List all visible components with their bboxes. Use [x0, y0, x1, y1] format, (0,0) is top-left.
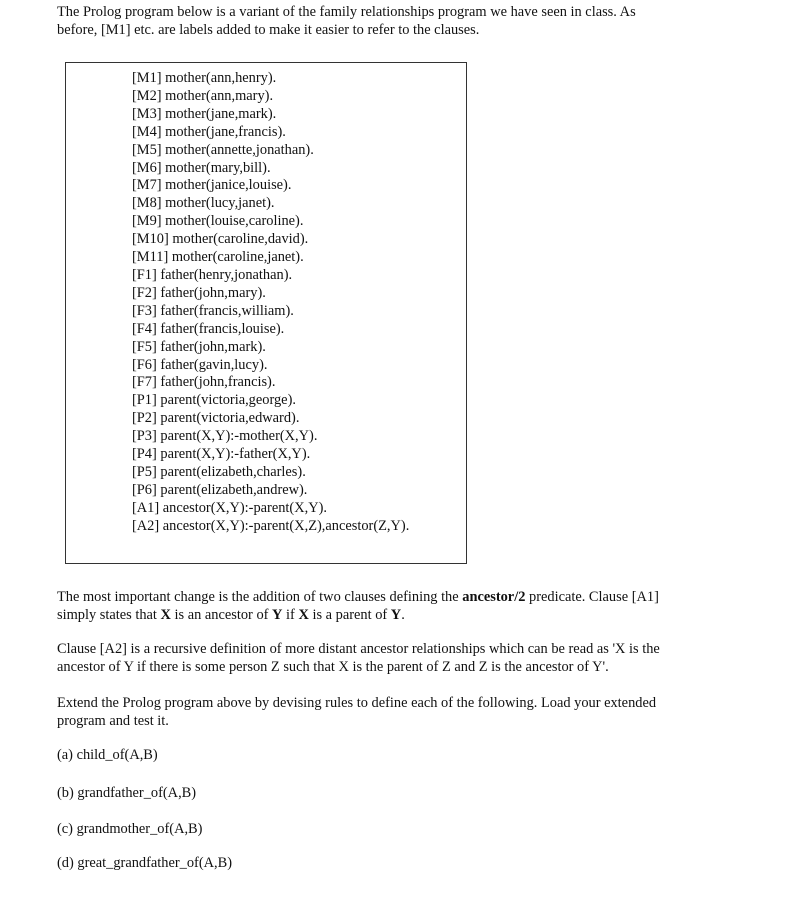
predicate-name: ancestor/2	[462, 589, 526, 605]
text: predicate. Clause [A1]	[525, 589, 659, 605]
clause-p3: [P3] parent(X,Y):-mother(X,Y).	[132, 428, 318, 445]
paragraph-line-2: ancestor of Y if there is some person Z such that X is the parent of Z and Z is the ancestor of Y'.	[57, 659, 609, 675]
ancestor-explanation-paragraph	[57, 588, 747, 624]
text: simply states that	[57, 607, 161, 623]
intro-line-2: before, [M1] etc. are labels added to make it easier to refer to the clauses.	[57, 22, 480, 38]
task-instructions-paragraph	[57, 694, 747, 730]
clause-m3: [M3] mother(jane,mark).	[132, 105, 277, 122]
clause-a2: [A2] ancestor(X,Y):-parent(X,Z),ancestor(Z,Y).	[132, 517, 410, 534]
clause-m11: [M11] mother(caroline,janet).	[132, 249, 304, 266]
paragraph-line-1: Clause [A2] is a recursive definition of more distant ancestor relationships which can be read as 'X is the	[57, 641, 660, 657]
clause-m8: [M8] mother(lucy,janet).	[132, 195, 275, 212]
clause-m1: [M1] mother(ann,henry).	[132, 70, 277, 86]
clause-f7: [F7] father(john,francis).	[132, 374, 276, 391]
clause-list	[132, 70, 409, 536]
clause-p6: [P6] parent(elizabeth,andrew).	[132, 481, 308, 498]
task-great-grandfather-of: (d) great_grandfather_of(A,B)	[57, 855, 233, 871]
clause-m10: [M10] mother(caroline,david).	[132, 231, 309, 248]
text: is an ancestor of	[170, 607, 273, 623]
clause-p2: [P2] parent(victoria,edward).	[132, 410, 300, 427]
text: .	[401, 607, 405, 623]
text: is a parent of	[308, 607, 391, 623]
clause-f6: [F6] father(gavin,lucy).	[132, 356, 268, 373]
clause-m5: [M5] mother(annette,jonathan).	[132, 141, 314, 158]
recursive-definition-paragraph	[57, 640, 747, 676]
clause-m7: [M7] mother(janice,louise).	[132, 177, 292, 194]
variable: Y	[272, 607, 283, 623]
task-child-of: (a) child_of(A,B)	[57, 747, 158, 763]
task-grandmother-of: (c) grandmother_of(A,B)	[57, 821, 203, 837]
variable: X	[160, 607, 171, 623]
clause-f3: [F3] father(francis,william).	[132, 302, 294, 319]
paragraph-line-2: program and test it.	[57, 713, 169, 729]
clause-p1: [P1] parent(victoria,george).	[132, 392, 296, 409]
paragraph-line-1: Extend the Prolog program above by devising rules to define each of the following. Load your extended	[57, 695, 657, 711]
intro-paragraph	[57, 3, 747, 39]
variable: X	[298, 607, 309, 623]
clause-p4: [P4] parent(X,Y):-father(X,Y).	[132, 446, 311, 463]
text: if	[282, 607, 299, 623]
clause-m4: [M4] mother(jane,francis).	[132, 123, 286, 140]
clause-p5: [P5] parent(elizabeth,charles).	[132, 463, 306, 480]
clause-a1: [A1] ancestor(X,Y):-parent(X,Y).	[132, 499, 327, 516]
variable: Y	[390, 607, 402, 623]
clause-m9: [M9] mother(louise,caroline).	[132, 213, 304, 230]
clause-m6: [M6] mother(mary,bill).	[132, 159, 271, 176]
clause-f2: [F2] father(john,mary).	[132, 284, 266, 301]
clause-m2: [M2] mother(ann,mary).	[132, 87, 274, 104]
text: The most important change is the addition of two clauses defining the	[57, 589, 463, 605]
program-listing-box	[65, 62, 467, 564]
task-grandfather-of: (b) grandfather_of(A,B)	[57, 785, 197, 801]
clause-f1: [F1] father(henry,jonathan).	[132, 266, 293, 283]
intro-line-1: The Prolog program below is a variant of the family relationships program we have seen in class. As	[57, 4, 636, 20]
clause-f4: [F4] father(francis,louise).	[132, 320, 285, 337]
clause-f5: [F5] father(john,mark).	[132, 338, 266, 355]
